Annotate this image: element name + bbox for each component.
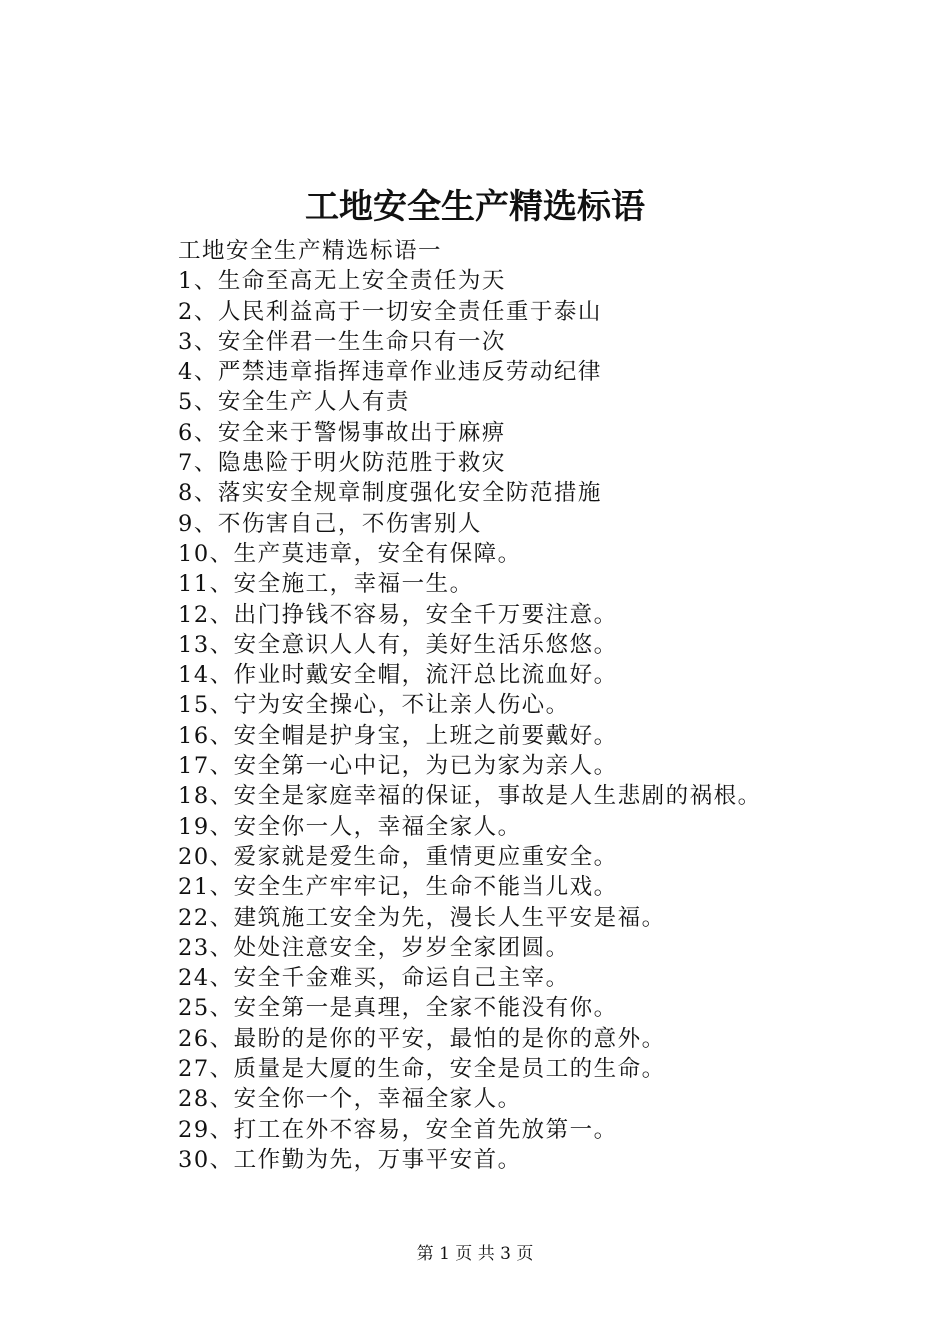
list-item: 18、安全是家庭幸福的保证，事故是人生悲剧的祸根。 xyxy=(178,783,762,810)
list-item: 3、安全伴君一生生命只有一次 xyxy=(178,328,506,355)
list-item: 20、爱家就是爱生命，重情更应重安全。 xyxy=(178,843,618,870)
list-item: 13、安全意识人人有，美好生活乐悠悠。 xyxy=(178,631,618,658)
document-body xyxy=(178,236,762,1175)
list-item: 1、生命至高无上安全责任为天 xyxy=(178,268,506,295)
page-title: 工地安全生产精选标语 xyxy=(305,187,645,227)
list-item: 10、生产莫违章，安全有保障。 xyxy=(178,540,522,567)
subtitle: 工地安全生产精选标语一 xyxy=(178,238,443,264)
list-item: 4、严禁违章指挥违章作业违反劳动纪律 xyxy=(178,359,602,386)
page-footer: 第 1 页 共 3 页 xyxy=(416,1244,534,1264)
list-item: 23、处处注意安全，岁岁全家团圆。 xyxy=(178,934,570,961)
list-item: 7、隐患险于明火防范胜于救灾 xyxy=(178,450,506,477)
list-item: 26、最盼的是你的平安，最怕的是你的意外。 xyxy=(178,1025,666,1052)
list-item: 27、质量是大厦的生命，安全是员工的生命。 xyxy=(178,1056,666,1083)
list-item: 17、安全第一心中记，为已为家为亲人。 xyxy=(178,753,618,780)
list-item: 29、打工在外不容易，安全首先放第一。 xyxy=(178,1116,618,1143)
list-item: 24、安全千金难买，命运自己主宰。 xyxy=(178,965,570,992)
list-item: 2、人民利益高于一切安全责任重于泰山 xyxy=(178,298,602,325)
list-item: 22、建筑施工安全为先，漫长人生平安是福。 xyxy=(178,904,666,931)
list-item: 30、工作勤为先，万事平安首。 xyxy=(178,1146,522,1173)
list-item: 12、出门挣钱不容易，安全千万要注意。 xyxy=(178,601,618,628)
list-item: 16、安全帽是护身宝，上班之前要戴好。 xyxy=(178,722,618,749)
list-item: 9、不伤害自己，不伤害别人 xyxy=(178,510,482,537)
list-item: 11、安全施工，幸福一生。 xyxy=(178,571,474,598)
list-item: 14、作业时戴安全帽，流汗总比流血好。 xyxy=(178,662,618,689)
list-item: 6、安全来于警惕事故出于麻痹 xyxy=(178,419,506,446)
list-item: 8、落实安全规章制度强化安全防范措施 xyxy=(178,480,602,507)
list-item: 5、安全生产人人有责 xyxy=(178,389,410,416)
list-item: 28、安全你一个，幸福全家人。 xyxy=(178,1086,522,1113)
list-item: 25、安全第一是真理，全家不能没有你。 xyxy=(178,995,618,1022)
list-item: 19、安全你一人，幸福全家人。 xyxy=(178,813,522,840)
list-item: 15、宁为安全操心，不让亲人伤心。 xyxy=(178,692,570,719)
list-item: 21、安全生产牢牢记，生命不能当儿戏。 xyxy=(178,874,618,901)
